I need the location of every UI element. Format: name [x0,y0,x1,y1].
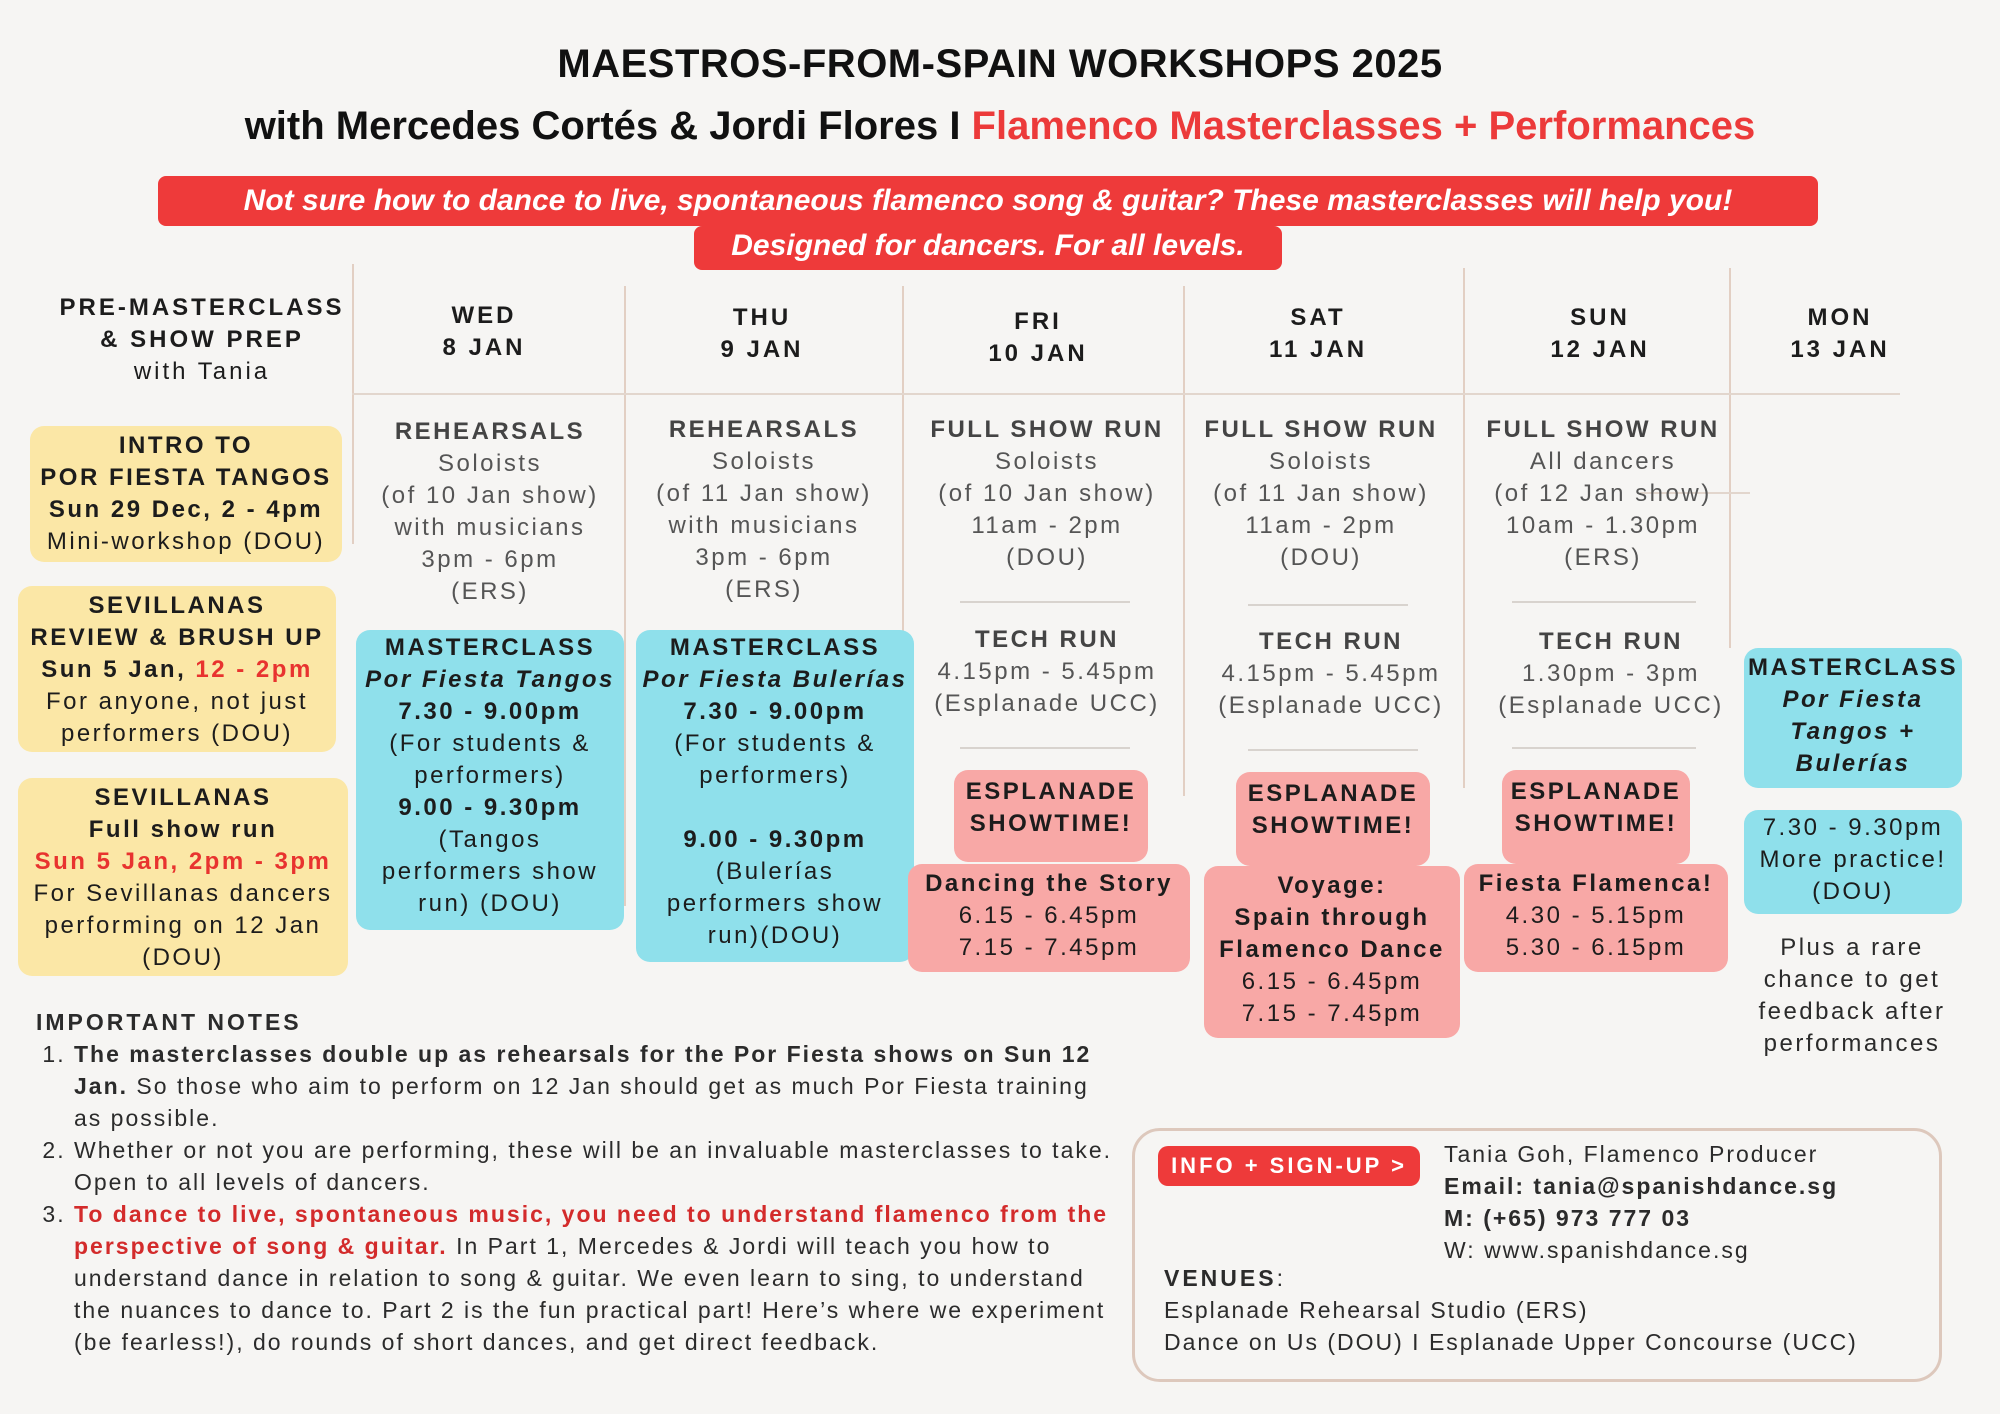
wed-rehearsals [362,416,618,608]
show-name: Fiesta Flamenca! [1478,870,1714,897]
page-title: MAESTROS-FROM-SPAIN WORKSHOPS 2025 [557,42,1443,86]
mon-masterclass-card [1744,648,1962,788]
header-date: 10 JAN [988,340,1088,367]
header-fri [938,306,1138,370]
event-title: FULL SHOW RUN [1486,416,1720,443]
show-name: Voyage: [1277,872,1387,899]
header-prep-title2: & SHOW PREP [100,326,304,353]
event-divider [1248,749,1418,751]
sun-full-show-run [1468,414,1738,574]
card-time2: 9.00 - 9.30pm [683,826,867,853]
thu-rehearsals [636,414,892,606]
event-who: Soloists [1268,448,1374,475]
event-divider [960,747,1130,749]
card-time: 7.30 - 9.00pm [398,698,582,725]
event-location: (Esplanade UCC) [1498,692,1724,719]
card-time: Sun 5 Jan, 2pm - 3pm [34,848,332,875]
header-thu [662,302,862,366]
event-time: 1.30pm - 3pm [1521,660,1701,687]
mon-feedback-note [1740,932,1964,1060]
event-title: TECH RUN [1539,628,1683,655]
event-title: REHEARSALS [394,418,586,445]
event-time: 11am - 2pm [1245,512,1397,539]
event-location: (ERS) [1564,544,1642,571]
subtitle-highlight: Flamenco Masterclasses + Performances [971,104,1756,148]
event-time: 11am - 2pm [971,512,1123,539]
thu-masterclass-card [636,630,914,962]
note-emphasis: The masterclasses double up as rehearsals for the Por Fiesta shows on Sun 12 Jan. [74,1041,1092,1099]
card-title: MASTERCLASS [669,634,881,661]
card-note: (Tangos [438,826,542,853]
card-title2: POR FIESTA TANGOS [40,464,332,491]
event-title: TECH RUN [1259,628,1403,655]
column-divider [1183,286,1185,796]
showtime-title2: SHOWTIME! [969,810,1133,837]
sat-tech-run [1194,626,1468,722]
venue-item: Dance on Us (DOU) I Esplanade Upper Concourse (UCC) [1164,1329,1858,1355]
header-date: 12 JAN [1550,336,1650,363]
sat-showtime-card [1236,772,1430,866]
contact-website[interactable]: W: www.spanishdance.sg [1444,1237,1750,1263]
showtime-title: ESPLANADE [1247,780,1419,807]
event-which: (of 11 Jan show) [656,480,872,507]
card-location: performers (DOU) [60,720,293,747]
show-name3: Flamenco Dance [1219,936,1445,963]
event-note: with musicians [668,512,860,539]
event-which: (of 11 Jan show) [1213,480,1429,507]
event-title: REHEARSALS [668,416,860,443]
card-title2: REVIEW & BRUSH UP [30,624,324,651]
note-line: feedback after [1758,998,1946,1025]
sevillanas-review-card [18,586,336,752]
event-who: Soloists [437,450,543,477]
event-time: 4.15pm - 5.45pm [1221,660,1441,687]
card-audience: (For students & [389,730,591,757]
venues [1164,1262,1858,1358]
header-sun [1500,302,1700,366]
card-title: MASTERCLASS [1748,654,1959,681]
header-day: SUN [1570,304,1630,331]
producer-name: Tania Goh, Flamenco Producer [1444,1141,1819,1167]
event-which: (of 12 Jan show) [1494,480,1712,507]
sun-tech-run [1474,626,1748,722]
header-day: SAT [1290,304,1346,331]
card-audience2: performing on 12 Jan [44,912,322,939]
sun-showtime-card [1502,770,1690,864]
event-time: 4.15pm - 5.45pm [937,658,1157,685]
card-location: (DOU) [142,944,224,971]
card-location: Mini-workshop (DOU) [46,528,326,555]
subtitle-presenters: with Mercedes Cortés & Jordi Flores I [244,104,972,148]
note-text: In Part 1, Mercedes & Jordi will teach you how to understand dance in relation to song & guitar. We even learn to sing, to understand the nuances to dance to. Part 2 is the fun practical part! Here’s where we experiment (be fearless!), do rounds of short dances, and get direct feedback. [74,1233,1106,1355]
event-time: 3pm - 6pm [695,544,833,571]
show-time: 6.15 - 6.45pm [1241,968,1423,995]
header-date: 9 JAN [720,336,804,363]
header-wed [384,300,584,364]
event-location: (ERS) [451,578,529,605]
event-location: (ERS) [725,576,803,603]
note-item [74,1134,1116,1198]
note-text: Whether or not you are performing, these will be an invaluable masterclasses to take. Open to all levels of dancers. [74,1137,1113,1195]
venues-label: VENUES [1164,1265,1277,1291]
card-location: run)(DOU) [707,922,843,949]
show-time2: 5.30 - 6.15pm [1505,934,1687,961]
card-time: 7.30 - 9.00pm [683,698,867,725]
event-note: with musicians [394,514,586,541]
column-divider [352,264,354,544]
card-spacer [640,792,910,824]
showtime-title2: SHOWTIME! [1514,810,1678,837]
card-title: INTRO TO [118,432,254,459]
event-time: 3pm - 6pm [421,546,559,573]
card-note2: performers show [666,890,884,917]
event-title: TECH RUN [975,626,1119,653]
contact-email[interactable]: Email: tania@spanishdance.sg [1444,1173,1839,1199]
card-time: Sun 29 Dec, 2 - 4pm [48,496,324,523]
fri-full-show-run [912,414,1182,574]
showtime-title: ESPLANADE [965,778,1137,805]
card-time: 12 - 2pm [195,656,313,683]
fri-show-card [908,864,1190,972]
card-audience: For Sevillanas dancers [33,880,333,907]
fri-showtime-card [954,770,1148,862]
event-which: (of 10 Jan show) [938,480,1156,507]
card-note: More practice! [1759,846,1947,873]
sevillanas-showrun-card [18,778,348,976]
card-audience2: performers) [414,762,566,789]
info-signup-button[interactable]: INFO + SIGN-UP > [1158,1146,1420,1186]
show-name: Dancing the Story [925,870,1173,897]
header-prep-host: with Tania [133,358,271,385]
card-style2: Tangos + [1790,718,1916,745]
card-audience2: performers) [699,762,851,789]
card-style3: Bulerías [1795,750,1911,777]
event-location: (DOU) [1280,544,1362,571]
note-line: Plus a rare [1780,934,1924,961]
card-title: SEVILLANAS [88,592,266,619]
show-time2: 7.15 - 7.45pm [958,934,1140,961]
event-divider [1248,604,1408,606]
venue-item: Esplanade Rehearsal Studio (ERS) [1164,1297,1589,1323]
showtime-title: ESPLANADE [1510,778,1682,805]
column-divider [624,286,626,906]
note-line: chance to get [1763,966,1941,993]
event-who: Soloists [994,448,1100,475]
event-which: (of 10 Jan show) [381,482,599,509]
card-time2: 9.00 - 9.30pm [398,794,582,821]
intro-tangos-card [30,426,342,562]
venues-colon: : [1276,1265,1285,1291]
card-audience: (For students & [674,730,876,757]
mon-practice-card [1744,810,1962,914]
header-prep-title: PRE-MASTERCLASS [59,294,345,321]
show-name2: Spain through [1234,904,1430,931]
showtime-title2: SHOWTIME! [1251,812,1415,839]
show-time2: 7.15 - 7.45pm [1241,1000,1423,1027]
notes-list [36,1038,1116,1358]
header-day: FRI [1014,308,1062,335]
event-location: (DOU) [1006,544,1088,571]
card-style: Por Fiesta [1782,686,1924,713]
event-time: 10am - 1.30pm [1506,512,1700,539]
note-line: performances [1763,1030,1941,1057]
fri-tech-run [912,624,1182,720]
tagline-banner: Not sure how to dance to live, spontaneous flamenco song & guitar? These masterclasses will help you! [158,176,1818,226]
event-title: FULL SHOW RUN [930,416,1164,443]
header-date: 11 JAN [1268,336,1368,363]
tagline-banner-levels: Designed for dancers. For all levels. [694,226,1282,270]
card-title: MASTERCLASS [384,634,596,661]
contact-details [1444,1138,1838,1266]
header-day: WED [451,302,517,329]
card-title2: Full show run [88,816,278,843]
sat-show-card [1204,866,1460,1038]
card-location: run) (DOU) [418,890,562,917]
event-divider [1512,601,1696,603]
wed-masterclass-card [356,630,624,930]
event-title: FULL SHOW RUN [1204,416,1438,443]
header-prep [52,292,352,388]
event-divider [960,601,1130,603]
card-note: (Bulerías [715,858,835,885]
event-who: Soloists [711,448,817,475]
event-location: (Esplanade UCC) [934,690,1160,717]
note-text: So those who aim to perform on 12 Jan should get as much Por Fiesta training as possible. [74,1073,1089,1131]
header-date: 8 JAN [442,334,526,361]
header-date: 13 JAN [1790,336,1890,363]
sat-full-show-run [1186,414,1456,574]
header-day: THU [732,304,792,331]
page-subtitle [0,104,2000,149]
card-time: 7.30 - 9.30pm [1762,814,1944,841]
note-item [74,1198,1116,1358]
note-emphasis: To dance to live, spontaneous music, you need to understand flamenco from the perspective of song & guitar. [74,1201,1109,1259]
header-mon [1740,302,1940,366]
header-day: MON [1807,304,1873,331]
event-location: (Esplanade UCC) [1218,692,1444,719]
note-item [74,1038,1116,1134]
card-note2: performers show [381,858,599,885]
header-sat [1218,302,1418,366]
important-notes [36,1006,1116,1358]
card-audience: For anyone, not just [45,688,309,715]
notes-heading: IMPORTANT NOTES [36,1009,302,1035]
card-date: Sun 5 Jan, [41,656,196,683]
event-divider [1512,747,1696,749]
card-location: (DOU) [1812,878,1894,905]
show-time: 4.30 - 5.15pm [1505,902,1687,929]
show-time: 6.15 - 6.45pm [958,902,1140,929]
sun-show-card [1464,864,1728,972]
card-style: Por Fiesta Bulerías [642,666,908,693]
header-divider [352,393,1900,395]
event-who: All dancers [1529,448,1677,475]
card-title: SEVILLANAS [94,784,272,811]
contact-phone[interactable]: M: (+65) 973 777 03 [1444,1205,1692,1231]
card-style: Por Fiesta Tangos [365,666,615,693]
